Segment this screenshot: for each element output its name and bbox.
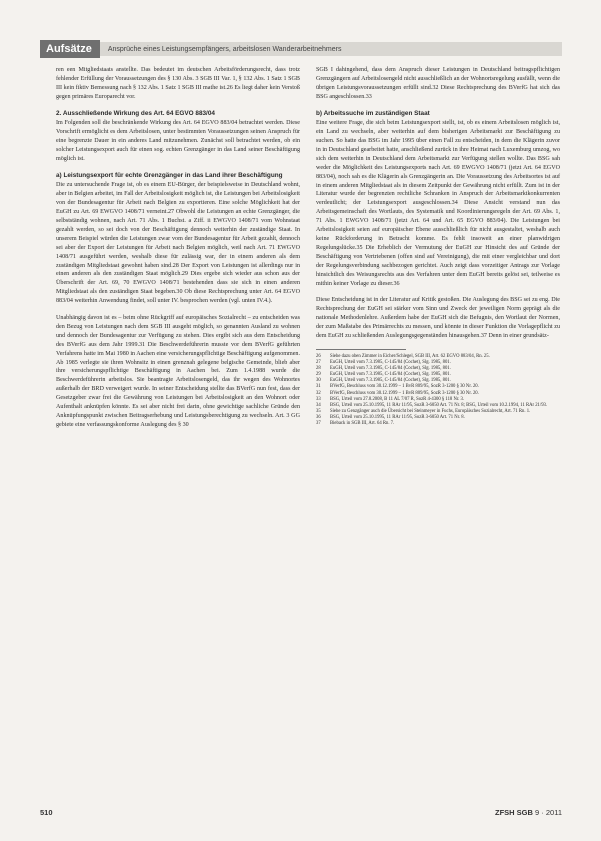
left-column	[56, 66, 300, 438]
paragraph: Die zu untersuchende Frage ist, ob es einem EU-Bürger, der beispielsweise in Deutschland wohnt, aber in Belgien arbeitet, im Fall der Arbeitslosigkeit möglich ist, die Leistungen bei Arbeitslosigkeit von der Bundesagentur für Arbeit nach Belgien zu exportieren. Eine solche Möglichkeit hat der EuGH zu Art. 69 EWGVO 1408/71 verneint.27 Obwohl die Leistungen an echte Grenzgänger, die selbstständig wohnen, nach Art. 71 Abs. 1 Buchst. a Ziff. ii EWGVO 1408/71 vom Wohnstaat gezahlt werden, so sei doch von der Beschäftigung dennoch weiterhin der zuständige Staat. In unserem Beispiel würden die Leistungen zwar vom der Bundesagentur für Arbeit gezahlt, dennoch sei aber der Export der Leistungen für Arbeit nach Belgien möglich, weil nach Art. 71 EWGVO 1408/71 ausgeführt werden, weshalb diese für zulässig war, der in einem anderen als dem zuständigen Mitgliedstaat gewohnt haben sind.28 Der Export von Leistungen ist allerdings nur in einen anderen als den zuständigen Staat möglich.29 Dies ergebe sich wieder aus schon aus der Überschrift der Art. 69, 70 EWGVO 1408/71 bestehenden dass sie sich in einen anderen Mitgliedstaat als den zuständigen Staat begeben.30 Ob diese Rechtsprechung unter Art. 64 EGVO 883/04 weiterhin Anwendung findet, soll unter IV. besprochen werden (vgl. unten IV.4.).	[56, 182, 300, 305]
footnote: 35 Siehe zu Genzgänger auch die Übersicht bei Steinmeyer in Fuchs, Europäisches Sozialrecht, Art. 71 Rn. 1.	[316, 408, 531, 414]
running-title: Ansprüche eines Leistungsempfängers, arbeitslosen Wanderarbeitnehmers	[107, 45, 342, 53]
footnote: 31 BVerfG, Beschluss vom 30.12.1999 – 1 BvR 809/95, SozR 3-1200 § 30 Nr. 20.	[316, 384, 479, 390]
footnote: 34 BSG, Urteil vom 25.10.1995, 11 RAr 11/95, SozR 3-6050 Art. 71 Nr. 8; BSG, Urteil vom 10.2.1994, 11 RAr 21/93.	[316, 402, 548, 408]
footnote: 36 BSG, Urteil vom 25.10.1995, 11 RAr 11/95, SozR 3-6050 Art. 71 Nr. 8.	[316, 414, 465, 420]
paragraph: Unabhängig davon ist es – beim ohne Rückgriff auf europäisches Sozialrecht – zu entscheiden was den Bezug von Leistungen nach dem SGB III ausgeht möglich, so genannten Ausland zu wohnen und dennoch der Bundesagentur zur Verfügung zu stehen. Dies ergibt sich aus dem Entscheidung des BVerfG aus dem Jahr 1999.31 Die Beschwerdeführerin musste vor dem BVerfG geführten Verfahrens hatte im Mai 1980 in Aachen eine versicherungspflichtige Beschäftigung aufgenommen. Ab 1985 verlegte sie ihren Wohnsitz in einen grenznah gelegene belgische Gemeinde, blieb aber ihre versicherungspflichtige Beschäftigung in Aachen bei. Zum 1.4.1988 wurde die Beschwerdeführerin arbeitslos. Sie beantragte Arbeitslosengeld, das ihr wegen des Wohnortes außerhalb der BRD verweigert wurde. In seiner Entscheidung stellte das BVerfG nun fest, dass der Gesetzgeber zwar frei die Gewährung von Leistungen bei Arbeitslosigkeit an den Wohnort oder Aufenthalt anknüpfen könnte. Es sei aber nicht frei darin, ohne gewichtige sachliche Gründe den Anknüpfungspunkt zwischen Beitragserhebung und Leistungsberechtigung zu wechseln. Art. 3 GG gebiete eine verfassungskonforme Auslegung des § 30	[56, 315, 300, 428]
footnote: 28 EuGH, Urteil vom 7.3.1985, C-145/84 (Cochet), Slg. 1985, 801.	[316, 366, 451, 372]
paragraph: ren een Mitgliedstaats anstellte. Das bedeutet im deutschen Arbeitsförderungsrecht, dass trotz fehlender Erfüllung der Voraussetzungen des § 130 Abs. 3 SGB III Var. 1, § 132 Abs. 1 Satz 1 SGB III kein fiktiv Bemessung nach § 132 Abs. 1 Satz 1 SGB III mathe ist.26 Es liegt daher kein Verstoß gegen primäres Europarecht vor.	[56, 67, 300, 100]
footnote-divider	[316, 349, 406, 350]
footnote: 26 Siehe dazu oben Zimmer in Eicher/Schlegel, SGB III, Art. 62 EGVO 883/04, Rn. 25.	[316, 353, 490, 359]
footnote: 27 EuGH, Urteil vom 7.3.1985, C-145/84 (Cochet), Slg. 1985, 801.	[316, 360, 451, 366]
section-heading: 2. Ausschließende Wirkung des Art. 64 EGVO 883/04	[56, 109, 215, 117]
footnote: 33 BSG, Urteil vom 27.8.2008, B 11 AL 7/07 R, SozR 4-4300 § 118 Nr. 3.	[316, 396, 464, 402]
footnote: 30 EuGH, Urteil vom 7.3.1985, C-145/84 (Cochet), Slg. 1985, 801.	[316, 378, 451, 384]
footnote: 29 EuGH, Urteil vom 7.3.1985, C-145/84 (Cochet), Slg. 1985, 801.	[316, 372, 451, 378]
page-header	[40, 40, 562, 58]
paragraph: Im Folgenden soll die beschränkende Wirkung des Art. 64 EGVO 883/04 betrachtet werden. Diese Vorschrift ermöglicht es dem Arbeitslosen, unter bestimmten Voraussetzungen seinen Anspruch für eine begrenzte Dauer in ein anderes Land mitzunehmen. Zunächst soll betrachtet werden, ob ein solcher Leistungsexport auch für einen sog. echten Grenzgänger in das Land seiner Beschäftigung möglich ist.	[56, 120, 300, 162]
paragraph: SGB I dahingehend, dass dem Anspruch dieser Leistungen in Deutschland beitragspflichtigen Grenzgängern auf Arbeitslosengeld nicht ausschließlich an der Wohnortsregelung ausfällt, wenn die übrigen Leistungsvoraussetzungen erfüllt sind.32 Diese Rechtsprechung des BVerfG hat sich das BSG angeschlossen.33	[316, 67, 560, 100]
paragraph: Eine weitere Frage, die sich beim Leistungsexport stellt, ist, ob es einem Arbeitslosen möglich ist, ein Land zu wechseln, aber weiterhin auf dem bisherigen Arbeitsmarkt zur Beschäftigung zu suchen. So hatte das BSG im Jahr 1995 über einen Fall zu entscheiden, in dem die Klägerin zuvor in in Deutschland gearbeitet hatte, anschließend zurück in ihre Heimat nach Luxemburg umzog, wo sich dem weiterhin in Deutschland dem Arbeitsmarkt zur Verfügung stellen wollte. Das BSG sah weder die Möglichkeit des Leistungsexports nach Art. 69 EWGVO 1408/71 (jetzt Art. 64 EGVO 883/04), noch sah es die Klägerin als Grenzgängerin an. Die Voraussetzung des Arbeitsortes ist auf in einem anderen Mitgliedstaat als in diesem Zeitpunkt der Gewährung nicht erfüllt. Zum ist in der Literatur wurde der begrenzten rechtliche Schranken in Anspruch der Arbeitsmarktkonkurrenten verdeutlicht; der Leistungsexport ausgeschlossen.34 Diese Ansicht verstand nun das Arbeitsgemeinschaft des Wortlauts, des Systematik und Koordinierungsregeln der Art. 69 Abs. 1, 71 Abs. 1 EWGVO 1408/71 (jetzt Art. 64 und Art. 65 EGVO 883/04). Die Leistungen bei Arbeitslosigkeit seien auf europäischer Ebene ausschließlich für nicht ausgestaltet, weshalb auch keine Rückforderung in Betracht komme. Es fehlt insoweit an einer planwidrigen Regelungslücke.35 Die Erheblich der Vermutung der EuGH zur Hinsicht des auf Gründe der Beschäftigung von Vertriebenen (offen sind auf Vereinigung), die mit einer vergleichbar und dort der Regelungsverbindung sachbezogen gerichtet. Auch zeigt dass vorzeitiger Antrags zur Vorlage hinsichtlich des Weisungsrechts aus des Verfahren unter dem EuGH bereits gelöst sei, teilweise es mithin keiner Vorlage zu dieser.36	[316, 120, 560, 287]
footnote: 32 BVerfG, Beschluss vom 30.12.1999 – 1 BvR 809/95, SozR 3-1200 § 30 Nr. 20.	[316, 390, 479, 396]
journal-name: ZFSH SGB	[495, 808, 533, 817]
page-number: 510	[40, 808, 53, 817]
header-bar	[100, 42, 562, 56]
section-label: Aufsätze	[40, 40, 100, 58]
paragraph: Diese Entscheidung ist in der Literatur auf Kritik gestoßen. Die Auslegung des BSG sei zu eng. Die Rechtsprechung der EuGH sei stärker vom Sinn und Zweck der jeweiligen Norm geprägt als die nationale Methodenlehre. Außerdem habe der EuGH sich die Befugnis, den Wortlaut der Normen, der zum Maßstabe des Primärrechts zu messen, und könnte in dieser Funktion die Vorlagepflicht zu dem EuGH zu schließenden Auslegungsgegenständen hinausgehen.37 Denn in einer grundsätz-	[316, 297, 560, 340]
page-footer	[40, 808, 562, 817]
subsection-heading: a) Leistungsexport für echte Grenzgänger in das Land ihrer Beschäftigung	[56, 171, 283, 179]
footnote: 37 Bieback in SGB III, Art. 64 Rn. 7.	[316, 421, 395, 426]
right-column	[316, 66, 560, 427]
journal-info	[495, 808, 562, 817]
journal-issue: 9 · 2011	[535, 808, 562, 817]
footnotes	[316, 354, 560, 427]
subsection-heading: b) Arbeitssuche im zuständigen Staat	[316, 109, 430, 117]
